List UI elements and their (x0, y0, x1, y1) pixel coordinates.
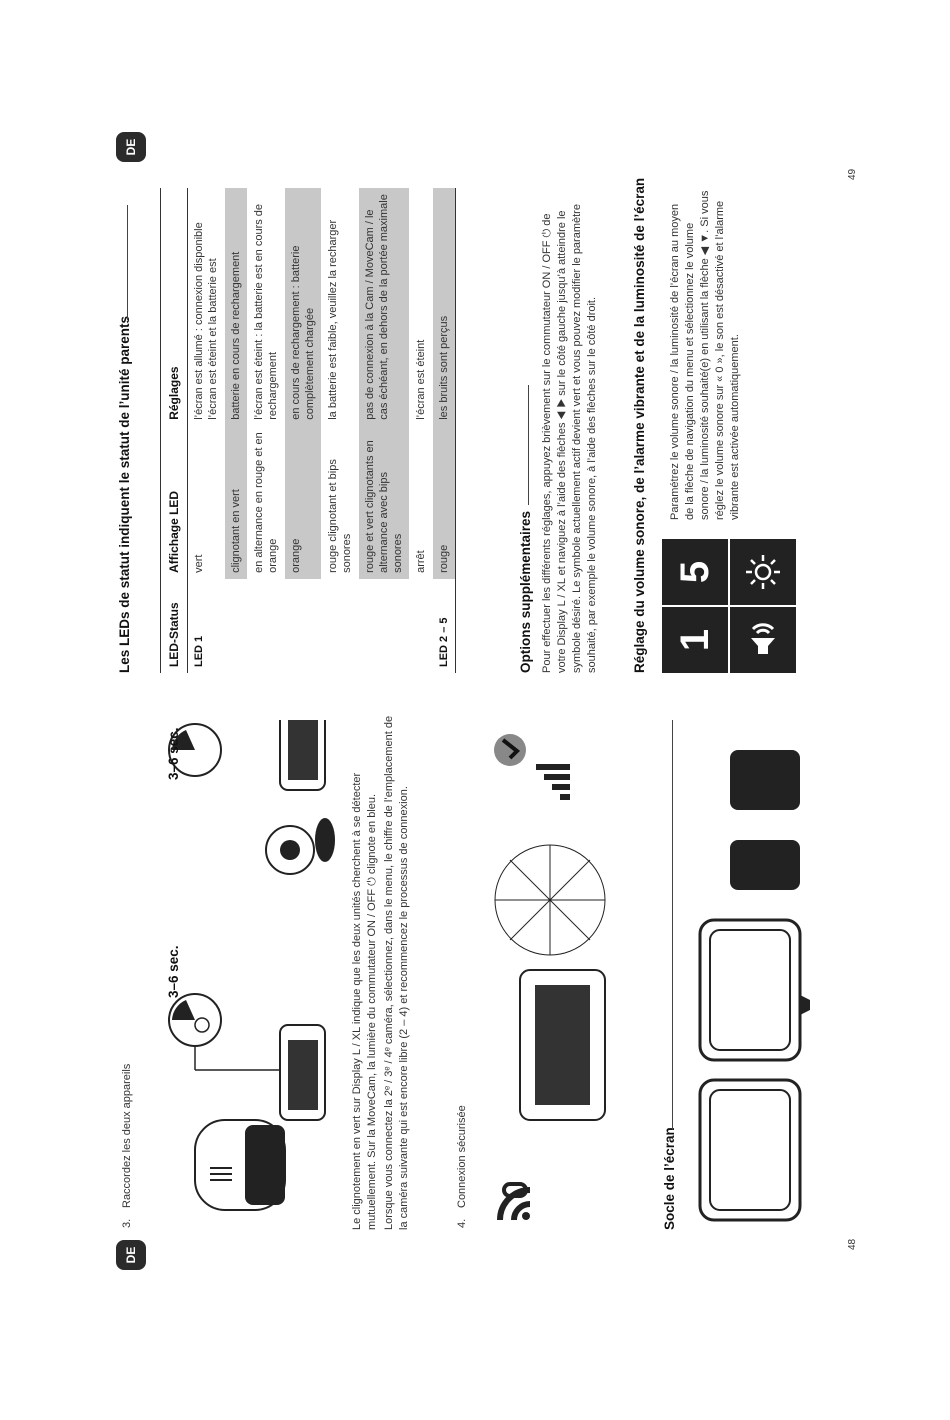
parent-unit-icon (280, 1025, 325, 1120)
signal-burst-icon (495, 845, 605, 955)
speaker-icon-tile (730, 607, 796, 673)
number-five-tile (662, 539, 728, 605)
table-cell: rouge clignotant et bips sonores (322, 426, 359, 579)
check-icon (494, 734, 526, 766)
speaker-icon (743, 620, 783, 660)
screen-stand-icon (700, 1080, 800, 1220)
table-header-row (161, 188, 188, 673)
number-one: 1 (672, 628, 717, 652)
table-row (225, 188, 248, 673)
parent-unit-icon (280, 720, 325, 790)
socle-heading: Socle de l’écran (662, 1127, 677, 1230)
table-cell: les bruits sont perçus (433, 188, 456, 426)
brightness-icon (743, 552, 783, 592)
step4-text: Connexion sécurisée (456, 1105, 468, 1208)
table-cell: orange (285, 426, 322, 579)
table-row (322, 188, 359, 673)
led-status-table (160, 188, 456, 673)
timer-label-2: 3–6 sec. (166, 727, 181, 780)
movecam-icon (266, 818, 335, 874)
pairing-paragraph-2: Lorsque vous connectez la 2ᵉ / 3ᵉ / 4ᵉ caméra, sélectionnez, dans le menu, le chiffre de l’emplacement de la caméra suivante qui est encore libre (2 – 4) et recommencez le processus de connexion. (383, 715, 410, 1230)
table-cell (359, 579, 410, 673)
table-header-settings: Réglages (161, 188, 188, 426)
secure-link-icon (500, 1184, 530, 1220)
table-cell: vert (188, 426, 225, 579)
camera-icon (195, 1120, 285, 1210)
brightness-icon-tile (730, 539, 796, 605)
table-header-led-status: LED-Status (161, 579, 188, 673)
step3-number: 3. (121, 1218, 133, 1228)
page-number-left: 48 (847, 1238, 858, 1250)
table-row (433, 188, 456, 673)
table-cell: l’écran est allumé : connexion disponible l’écran est éteint et la batterie est (188, 188, 225, 426)
table-row (410, 188, 433, 673)
led-heading-rule (127, 205, 128, 320)
table-row (285, 188, 322, 673)
timer-label-1: 3–6 sec. (166, 945, 181, 998)
table-cell: clignotant en vert (225, 426, 248, 579)
socle-heading-rule (672, 720, 673, 1130)
options-heading-rule (528, 385, 529, 505)
screen-stand-icon (700, 920, 810, 1060)
language-badge-right: DE (116, 132, 146, 162)
table-cell (410, 579, 433, 673)
step3-text: Raccordez les deux appareils (121, 1063, 133, 1208)
table-cell: en cours de rechargement : batterie complètement chargée (285, 188, 322, 426)
volume-heading: Réglage du volume sonore, de l’alarme vibrante et de la luminosité de l’écran (632, 177, 647, 673)
table-row (188, 188, 225, 673)
side-view-icon (730, 750, 800, 890)
table-cell (248, 579, 285, 673)
options-heading: Options supplémentaires (518, 510, 533, 673)
step4-number: 4. (456, 1218, 468, 1228)
volume-paragraph: Paramétrez le volume sonore / la luminosité de l’écran au moyen de la flèche de navigation du menu et sélectionnez le volume sonore / la luminosité souhaité(e) en utilisant la flèche ◀ ▼. Si vous réglez le volume sonore sur « 0 », le son est désactivé et l’alarme vibrante est activée automatiquement. (669, 190, 741, 520)
signal-strength-icon (536, 764, 570, 800)
parent-unit-icon (520, 970, 605, 1120)
table-cell: LED 2 – 5 (433, 579, 456, 673)
table-cell: rouge et vert clignotants en alternance avec bips sonores (359, 426, 410, 579)
table-cell: l’écran est éteint (410, 188, 433, 426)
number-one-tile (662, 607, 728, 673)
table-cell: en alternance en rouge et en orange (248, 426, 285, 579)
table-row (359, 188, 410, 673)
pairing-paragraph-1: Le clignotement en vert sur Display L / XL indique que les deux unités cherchent à se détecter mutuellement. Sur la MoveCam, la lumière du commutateur ON / OFF ⏻ clignote en bleu. (351, 772, 378, 1230)
table-row (248, 188, 285, 673)
table-cell: la batterie est faible, veuillez la recharger (322, 188, 359, 426)
secure-connection-illustration (480, 720, 630, 1230)
table-cell: LED 1 (188, 579, 225, 673)
language-badge-left: DE (116, 1240, 146, 1270)
options-paragraph: Pour effectuer les différents réglages, appuyez brièvement sur le commutateur ON / OFF ⏻ de votre Display L / XL et naviguez à l’aide des flèches ◀ ▶ sur le côté gauche jusqu’à atteindre le symbole désiré. Le symbole actuellement actif devient vert et vous pouvez modifier le paramètre souhaité, par exemple le volume sonore, à l’aide des flèches sur le côté droit. (541, 204, 598, 673)
table-cell (225, 579, 248, 673)
page-number-right: 49 (847, 168, 858, 180)
table-cell (285, 579, 322, 673)
led-status-heading: Les LEDs de statut indiquent le statut de l’unité parents (117, 315, 132, 673)
timer-icon (169, 994, 221, 1046)
table-cell: pas de connexion à la Cam / MoveCam / le cas échéant, en dehors de la portée maximale (359, 188, 410, 426)
table-cell (322, 579, 359, 673)
table-cell: batterie en cours de rechargement (225, 188, 248, 426)
table-header-led-display: Affichage LED (161, 426, 188, 579)
table-cell: rouge (433, 426, 456, 579)
table-cell: l’écran est éteint : la batterie est en cours de rechargement (248, 188, 285, 426)
stand-illustration (690, 720, 810, 1230)
number-five: 5 (672, 560, 717, 584)
table-cell: arrêt (410, 426, 433, 579)
